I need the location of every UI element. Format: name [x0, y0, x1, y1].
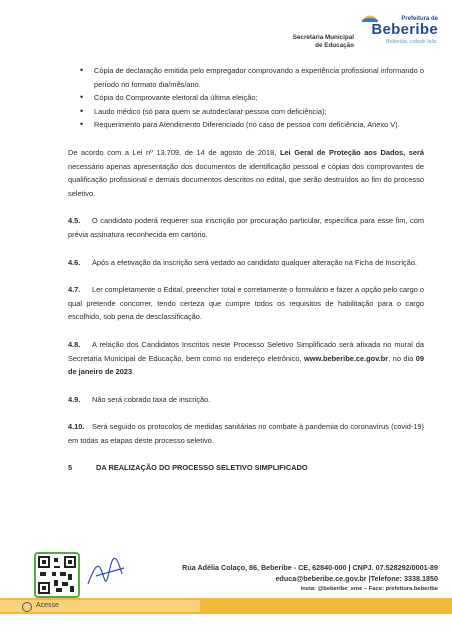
list-item: • Requerimento para Atendimento Diferenciado (no caso de pessoa com deficiência, Anexo V). [72, 118, 424, 132]
beberibe-logo [358, 8, 438, 50]
item-number: 4.5. [68, 216, 81, 226]
address-line: Rua Adélia Colaço, 86, Beberibe - CE, 62840-000 | CNPJ. 07.528292/0001-89 [182, 563, 438, 572]
secretaria-label [293, 34, 354, 49]
item-text-end: . [132, 367, 135, 377]
qr-code[interactable] [34, 552, 80, 598]
item-4-6 [68, 256, 424, 270]
item-text: Não será cobrado taxa de inscrição. [92, 394, 211, 404]
list-item: • Laudo médico (só para quem se autodeclarar pessoa com deficiência); [72, 105, 424, 119]
section-title: DA REALIZAÇÃO DO PROCESSO SELETIVO SIMPLIFICADO [96, 463, 308, 473]
item-text: A relação dos Candidatos Inscritos neste Processo Seletivo Simplificado será afixada no mural da Secretaria Municipal de Educação, bem como no endereço eletrônico, [68, 339, 424, 363]
qr-code-icon [36, 554, 78, 596]
required-documents-list [68, 64, 424, 132]
lgpd-paragraph [68, 146, 424, 200]
item-number: 4.6. [68, 257, 81, 267]
page-footer [0, 548, 452, 639]
secretaria-line2: de Educação [315, 41, 354, 49]
item-number: 4.9. [68, 394, 81, 404]
contact-info [182, 562, 438, 595]
item-4-5 [68, 214, 424, 241]
document-body [68, 64, 424, 475]
list-item: • Cópia do Comprovante eleitoral da última eleição; [72, 91, 424, 105]
handwritten-signature [84, 550, 128, 594]
item-4-9 [68, 393, 424, 407]
logo-prefix: Prefeitura de [401, 16, 438, 22]
section-5-heading [68, 461, 424, 475]
contact-line: educa@beberibe.ce.gov.br |Telefone: 3338.1850 [275, 574, 438, 583]
website-link[interactable]: www.beberibe.ce.gov.br [303, 353, 389, 363]
lgpd-text-end: necessário apenas apresentação dos documentos de identificação pessoal e cópias dos comprovantes de qualificação profissional e demais documentos descritos no edital, que serão destruídos ao fim do processo seletivo. [68, 161, 424, 198]
logo-name: Beberibe [371, 21, 438, 38]
lgpd-text: De acordo com a Lei nº 13.709, de 14 de agosto de 2018, [68, 147, 280, 157]
secretaria-line1: Secretaria Municipal [292, 34, 354, 41]
publication-date: 09 de janeiro de 2023 [68, 353, 425, 377]
logo-slogan: Beberibe, cidade feliz. [385, 39, 438, 45]
lgpd-bold: Lei Geral de Proteção aos Dados, será [279, 147, 424, 157]
accessibility-icon [22, 602, 32, 612]
item-text: O candidato poderá requerer sua inscrição por procuração particular, específica para esse fim, com prévia assinatura reconhecida em cartório. [68, 216, 424, 239]
item-text: Será seguido os protocolos de medidas sanitárias no combate à pandemia do coronavírus (covid-19) em todas as etapas deste processo seletivo. [68, 422, 424, 445]
item-4-8 [68, 338, 424, 379]
item-number: 4.10. [68, 422, 85, 432]
item-4-7 [68, 283, 424, 324]
item-text-mid: , no dia [388, 353, 416, 363]
social-line: insta: @beberibe_sme – Face: prefeitura.beberibe [300, 586, 438, 592]
access-label[interactable]: Acesse [36, 602, 59, 609]
item-text: Ler completamente o Edital, preencher total e corretamente o formulário e fazer a opção pelo cargo o qual pretende concorrer, tendo certeza que cumpre todos os requisitos de habilitação para o cargo escolhido, sob pena de desclassificação. [68, 285, 424, 322]
item-text: Após a efetivação da inscrição será vedado ao candidato qualquer alteração na Ficha de Inscrição. [92, 257, 417, 267]
item-number: 4.7. [68, 285, 81, 295]
letterhead [238, 8, 438, 50]
section-number: 5 [68, 463, 73, 473]
item-number: 4.8. [68, 339, 81, 349]
item-4-10 [68, 420, 424, 447]
list-item: • Cópia de declaração emitida pelo empregador comprovando a experiência profissional informando o período no formato dia/mês/ano. [72, 64, 424, 91]
